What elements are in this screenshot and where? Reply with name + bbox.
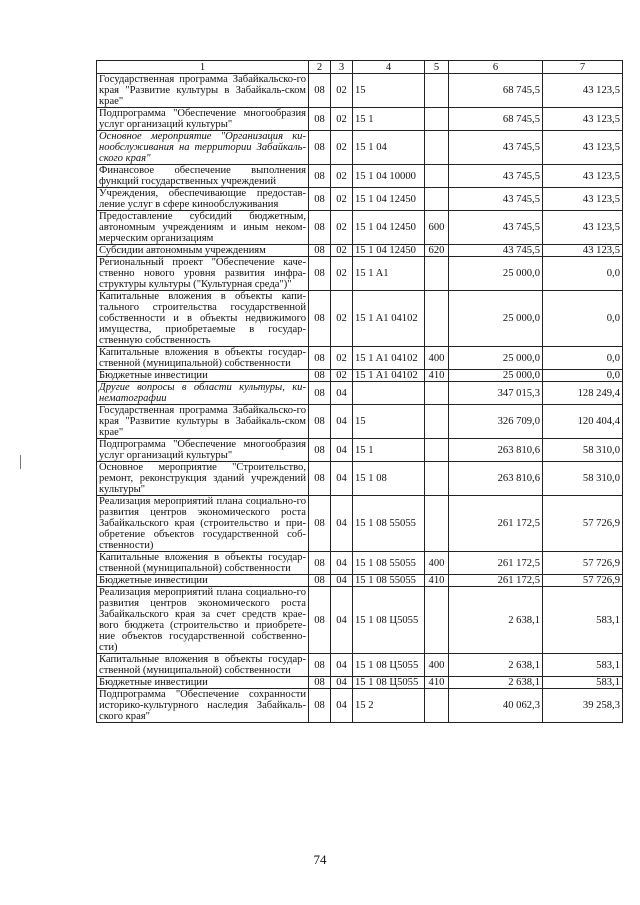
cell-target-article: 15 1 04 10000 <box>353 165 425 188</box>
cell-expense-type <box>425 291 449 347</box>
cell-section: 08 <box>309 689 331 723</box>
table-row <box>97 654 623 677</box>
cell-amount-2021: 43 123,5 <box>543 211 623 245</box>
cell-amount-2020: 347 015,3 <box>449 382 543 405</box>
cell-description: Финансовое обеспечение выполнения функций государственных учреждений <box>97 165 309 188</box>
cell-target-article: 15 <box>353 405 425 439</box>
cell-section: 08 <box>309 245 331 257</box>
cell-amount-2021: 583,1 <box>543 587 623 654</box>
table-row <box>97 347 623 370</box>
cell-amount-2021: 39 258,3 <box>543 689 623 723</box>
cell-amount-2021: 0,0 <box>543 347 623 370</box>
budget-table <box>96 60 623 723</box>
cell-subsection: 04 <box>331 462 353 496</box>
table-row <box>97 587 623 654</box>
cell-section: 08 <box>309 439 331 462</box>
table-body <box>97 74 623 723</box>
cell-amount-2020: 25 000,0 <box>449 347 543 370</box>
cell-target-article: 15 1 <box>353 439 425 462</box>
cell-subsection: 04 <box>331 677 353 689</box>
cell-amount-2020: 25 000,0 <box>449 370 543 382</box>
table-row <box>97 439 623 462</box>
table-row <box>97 677 623 689</box>
table-row <box>97 165 623 188</box>
cell-amount-2020: 261 172,5 <box>449 575 543 587</box>
cell-subsection: 04 <box>331 689 353 723</box>
cell-subsection: 04 <box>331 587 353 654</box>
cell-description: Государственная программа Забайкальско-го края "Развитие культуры в Забайкаль-ском крае" <box>97 74 309 108</box>
cell-expense-type <box>425 382 449 405</box>
cell-amount-2020: 2 638,1 <box>449 654 543 677</box>
cell-amount-2021: 0,0 <box>543 370 623 382</box>
cell-amount-2021: 583,1 <box>543 654 623 677</box>
cell-subsection: 04 <box>331 405 353 439</box>
cell-description: Региональный проект "Обеспечение каче-ственно нового уровня развития инфра-структуры культуры ("Культурная среда")" <box>97 257 309 291</box>
cell-description: Другие вопросы в области культуры, ки-нематографии <box>97 382 309 405</box>
cell-subsection: 04 <box>331 552 353 575</box>
cell-target-article: 15 1 A1 04102 <box>353 370 425 382</box>
cell-target-article <box>353 382 425 405</box>
cell-section: 08 <box>309 257 331 291</box>
table-row <box>97 496 623 552</box>
table-row <box>97 291 623 347</box>
cell-section: 08 <box>309 74 331 108</box>
table-row <box>97 575 623 587</box>
cell-description: Субсидии автономным учреждениям <box>97 245 309 257</box>
cell-subsection: 04 <box>331 496 353 552</box>
table-row <box>97 131 623 165</box>
cell-target-article: 15 1 04 12450 <box>353 188 425 211</box>
cell-amount-2021: 583,1 <box>543 677 623 689</box>
cell-target-article: 15 2 <box>353 689 425 723</box>
column-header: 5 <box>425 61 449 74</box>
cell-expense-type <box>425 689 449 723</box>
cell-description: Капитальные вложения в объекты капи-тального строительства государственной собственности и в объекты недвижимого имущества, приобретаемые в государ-ственную собственность <box>97 291 309 347</box>
column-header: 7 <box>543 61 623 74</box>
cell-description: Подпрограмма "Обеспечение многообразия услуг организаций культуры" <box>97 108 309 131</box>
cell-expense-type <box>425 257 449 291</box>
cell-expense-type: 400 <box>425 347 449 370</box>
cell-amount-2021: 57 726,9 <box>543 575 623 587</box>
cell-expense-type: 600 <box>425 211 449 245</box>
cell-section: 08 <box>309 291 331 347</box>
cell-amount-2020: 68 745,5 <box>449 74 543 108</box>
cell-subsection: 02 <box>331 211 353 245</box>
cell-description: Реализация мероприятий плана социально-го развития центров экономического роста Забайкальского края (строительство и при-обретение объектов государственной соб-ственности) <box>97 496 309 552</box>
page-number: 74 <box>313 852 327 867</box>
cell-target-article: 15 1 08 Ц5055 <box>353 587 425 654</box>
cell-expense-type: 410 <box>425 575 449 587</box>
cell-expense-type <box>425 496 449 552</box>
cell-target-article: 15 1 04 12450 <box>353 245 425 257</box>
cell-amount-2021: 57 726,9 <box>543 552 623 575</box>
cell-section: 08 <box>309 677 331 689</box>
cell-description: Подпрограмма "Обеспечение многообразия услуг организаций культуры" <box>97 439 309 462</box>
cell-subsection: 02 <box>331 257 353 291</box>
cell-amount-2021: 120 404,4 <box>543 405 623 439</box>
cell-amount-2020: 40 062,3 <box>449 689 543 723</box>
cell-amount-2021: 43 123,5 <box>543 108 623 131</box>
cell-description: Подпрограмма "Обеспечение сохранности историко-культурного наследия Забайкаль-ского края" <box>97 689 309 723</box>
cell-target-article: 15 1 04 12450 <box>353 211 425 245</box>
cell-amount-2020: 43 745,5 <box>449 211 543 245</box>
cell-section: 08 <box>309 405 331 439</box>
column-header: 4 <box>353 61 425 74</box>
cell-section: 08 <box>309 211 331 245</box>
cell-amount-2020: 43 745,5 <box>449 165 543 188</box>
cell-target-article: 15 1 04 <box>353 131 425 165</box>
cell-subsection: 04 <box>331 439 353 462</box>
cell-section: 08 <box>309 575 331 587</box>
cell-amount-2021: 43 123,5 <box>543 165 623 188</box>
table-row <box>97 108 623 131</box>
cell-amount-2021: 128 249,4 <box>543 382 623 405</box>
cell-section: 08 <box>309 587 331 654</box>
table-row <box>97 405 623 439</box>
cell-expense-type: 410 <box>425 370 449 382</box>
cell-section: 08 <box>309 382 331 405</box>
cell-expense-type: 400 <box>425 552 449 575</box>
cell-amount-2021: 43 123,5 <box>543 245 623 257</box>
cell-target-article: 15 1 08 55055 <box>353 496 425 552</box>
cell-amount-2020: 261 172,5 <box>449 496 543 552</box>
cell-target-article: 15 1 08 Ц5055 <box>353 677 425 689</box>
cell-section: 08 <box>309 188 331 211</box>
cell-expense-type: 620 <box>425 245 449 257</box>
table-row <box>97 188 623 211</box>
cell-amount-2020: 326 709,0 <box>449 405 543 439</box>
cell-expense-type <box>425 74 449 108</box>
table-row <box>97 257 623 291</box>
cell-subsection: 02 <box>331 165 353 188</box>
table-row <box>97 370 623 382</box>
cell-subsection: 02 <box>331 291 353 347</box>
cell-section: 08 <box>309 552 331 575</box>
cell-amount-2021: 58 310,0 <box>543 439 623 462</box>
cell-description: Капитальные вложения в объекты государ-ственной (муниципальной) собственности <box>97 552 309 575</box>
cell-expense-type <box>425 165 449 188</box>
cell-amount-2020: 25 000,0 <box>449 291 543 347</box>
cell-expense-type <box>425 462 449 496</box>
cell-expense-type: 410 <box>425 677 449 689</box>
cell-section: 08 <box>309 108 331 131</box>
cell-section: 08 <box>309 347 331 370</box>
cell-description: Бюджетные инвестиции <box>97 370 309 382</box>
cell-description: Основное мероприятие "Организация ки-нообслуживания на территории Забайкаль-ского края" <box>97 131 309 165</box>
column-header: 2 <box>309 61 331 74</box>
cell-target-article: 15 1 08 Ц5055 <box>353 654 425 677</box>
cell-description: Государственная программа Забайкальско-го края "Развитие культуры в Забайкаль-ском крае" <box>97 405 309 439</box>
cell-amount-2021: 57 726,9 <box>543 496 623 552</box>
cell-amount-2021: 58 310,0 <box>543 462 623 496</box>
cell-target-article: 15 1 08 <box>353 462 425 496</box>
cell-amount-2021: 43 123,5 <box>543 131 623 165</box>
cell-section: 08 <box>309 654 331 677</box>
table-row <box>97 211 623 245</box>
cell-target-article: 15 1 A1 04102 <box>353 291 425 347</box>
table-row <box>97 689 623 723</box>
cell-subsection: 02 <box>331 245 353 257</box>
cell-description: Реализация мероприятий плана социально-го развития центров экономического роста Забайкальского края за счет средств крае-вого бюджета (строительство и приобрете-ние объектов государственной собственно-сти) <box>97 587 309 654</box>
cell-section: 08 <box>309 496 331 552</box>
table-row <box>97 245 623 257</box>
cell-subsection: 02 <box>331 188 353 211</box>
column-header: 3 <box>331 61 353 74</box>
cell-section: 08 <box>309 131 331 165</box>
cell-expense-type <box>425 188 449 211</box>
cell-expense-type <box>425 108 449 131</box>
cell-amount-2020: 43 745,5 <box>449 131 543 165</box>
cell-target-article: 15 1 A1 04102 <box>353 347 425 370</box>
cell-expense-type <box>425 587 449 654</box>
cell-subsection: 02 <box>331 347 353 370</box>
cell-amount-2020: 263 810,6 <box>449 439 543 462</box>
cell-amount-2020: 68 745,5 <box>449 108 543 131</box>
cell-target-article: 15 1 08 55055 <box>353 575 425 587</box>
cell-expense-type: 400 <box>425 654 449 677</box>
cell-subsection: 04 <box>331 654 353 677</box>
cell-subsection: 02 <box>331 74 353 108</box>
table-row <box>97 382 623 405</box>
cell-subsection: 04 <box>331 575 353 587</box>
table-header-row <box>97 61 623 74</box>
cell-amount-2020: 2 638,1 <box>449 677 543 689</box>
cell-description: Бюджетные инвестиции <box>97 575 309 587</box>
cell-subsection: 02 <box>331 370 353 382</box>
cell-target-article: 15 1 08 55055 <box>353 552 425 575</box>
column-header: 6 <box>449 61 543 74</box>
table-row <box>97 74 623 108</box>
cell-target-article: 15 1 A1 <box>353 257 425 291</box>
cell-description: Основное мероприятие "Строительство, ремонт, реконструкция зданий учреждений культуры" <box>97 462 309 496</box>
cell-amount-2020: 43 745,5 <box>449 245 543 257</box>
cell-description: Предоставление субсидий бюджетным, автономным учреждениям и иным неком-мерческим организациям <box>97 211 309 245</box>
table-row <box>97 552 623 575</box>
cell-description: Капитальные вложения в объекты государ-ственной (муниципальной) собственности <box>97 654 309 677</box>
margin-mark <box>20 455 21 469</box>
cell-expense-type <box>425 439 449 462</box>
column-header: 1 <box>97 61 309 74</box>
cell-amount-2021: 0,0 <box>543 257 623 291</box>
cell-section: 08 <box>309 462 331 496</box>
cell-expense-type <box>425 131 449 165</box>
cell-amount-2021: 0,0 <box>543 291 623 347</box>
cell-amount-2020: 25 000,0 <box>449 257 543 291</box>
cell-target-article: 15 1 <box>353 108 425 131</box>
cell-section: 08 <box>309 370 331 382</box>
cell-amount-2021: 43 123,5 <box>543 188 623 211</box>
cell-amount-2020: 2 638,1 <box>449 587 543 654</box>
cell-amount-2020: 263 810,6 <box>449 462 543 496</box>
cell-amount-2020: 261 172,5 <box>449 552 543 575</box>
cell-subsection: 02 <box>331 131 353 165</box>
cell-description: Учреждения, обеспечивающие предостав-ление услуг в сфере кинообслуживания <box>97 188 309 211</box>
cell-amount-2021: 43 123,5 <box>543 74 623 108</box>
cell-description: Бюджетные инвестиции <box>97 677 309 689</box>
cell-section: 08 <box>309 165 331 188</box>
cell-subsection: 02 <box>331 108 353 131</box>
cell-target-article: 15 <box>353 74 425 108</box>
table-row <box>97 462 623 496</box>
cell-description: Капитальные вложения в объекты государ-ственной (муниципальной) собственности <box>97 347 309 370</box>
cell-amount-2020: 43 745,5 <box>449 188 543 211</box>
cell-subsection: 04 <box>331 382 353 405</box>
cell-expense-type <box>425 405 449 439</box>
